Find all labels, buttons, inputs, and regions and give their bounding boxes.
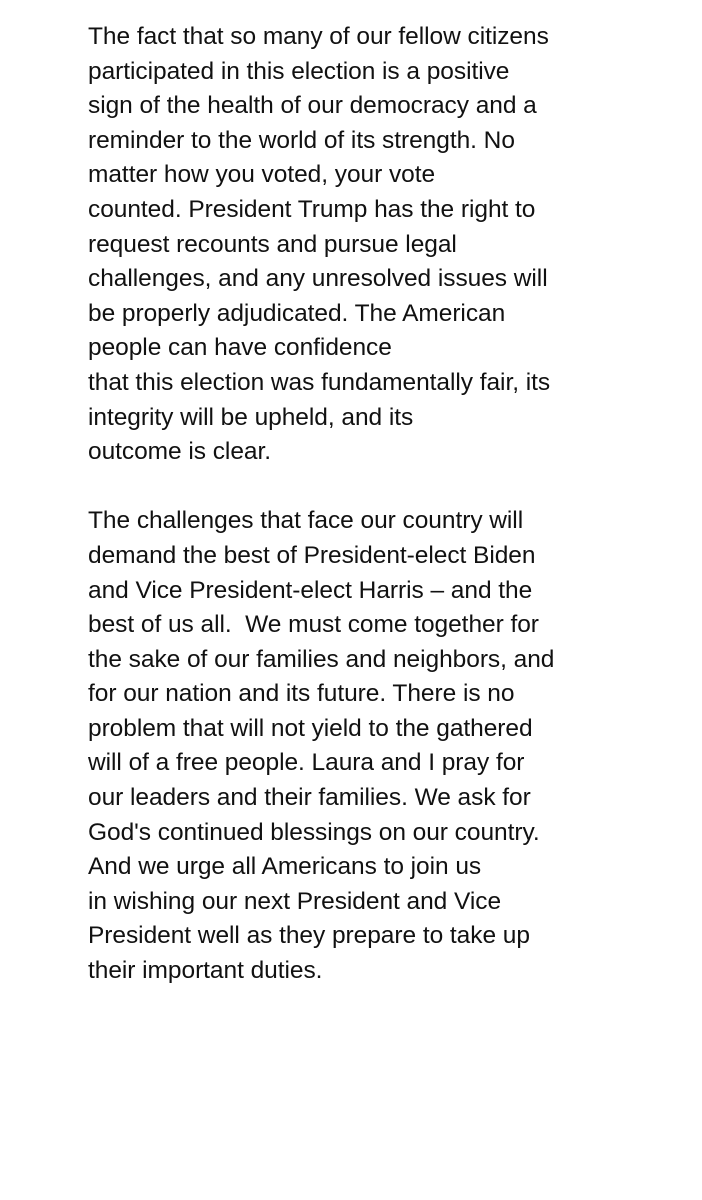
text-line: God's continued blessings on our country. [88,818,540,846]
text-line: reminder to the world of its strength. No [88,126,515,154]
statement-document [88,20,688,989]
text-line: in wishing our next President and Vice [88,887,502,915]
text-line: matter how you voted, your vote [88,161,436,189]
text-line: participated in this election is a positive [88,57,510,85]
text-line: be properly adjudicated. The American [88,299,506,327]
text-line: our leaders and their families. We ask for [88,784,531,812]
text-line: people can have confidence [88,334,392,362]
text-line: the sake of our families and neighbors, and [88,645,555,673]
paragraph-election-integrity [88,20,688,470]
text-line: outcome is clear. [88,438,271,466]
text-line: demand the best of President-elect Biden [88,541,536,569]
text-line: will of a free people. Laura and I pray for [88,749,525,777]
text-line: sign of the health of our democracy and a [88,92,537,120]
text-line: that this election was fundamentally fair, its [88,368,551,396]
text-line: President well as they prepare to take up [88,922,530,950]
text-line: And we urge all Americans to join us [88,853,482,881]
text-line: for our nation and its future. There is no [88,680,515,708]
paragraph-coming-together [88,504,688,988]
text-line: request recounts and pursue legal [88,230,457,258]
text-line: The fact that so many of our fellow citizens [88,23,549,50]
text-line: integrity will be upheld, and its [88,403,414,431]
text-line: The challenges that face our country will [88,507,524,535]
text-line: challenges, and any unresolved issues will [88,265,548,293]
text-line: their important duties. [88,957,323,985]
text-line: counted. President Trump has the right to [88,195,536,223]
text-line: and Vice President-elect Harris – and the [88,576,533,604]
text-line: best of us all. We must come together for [88,611,539,639]
text-line: problem that will not yield to the gathered [88,714,533,742]
